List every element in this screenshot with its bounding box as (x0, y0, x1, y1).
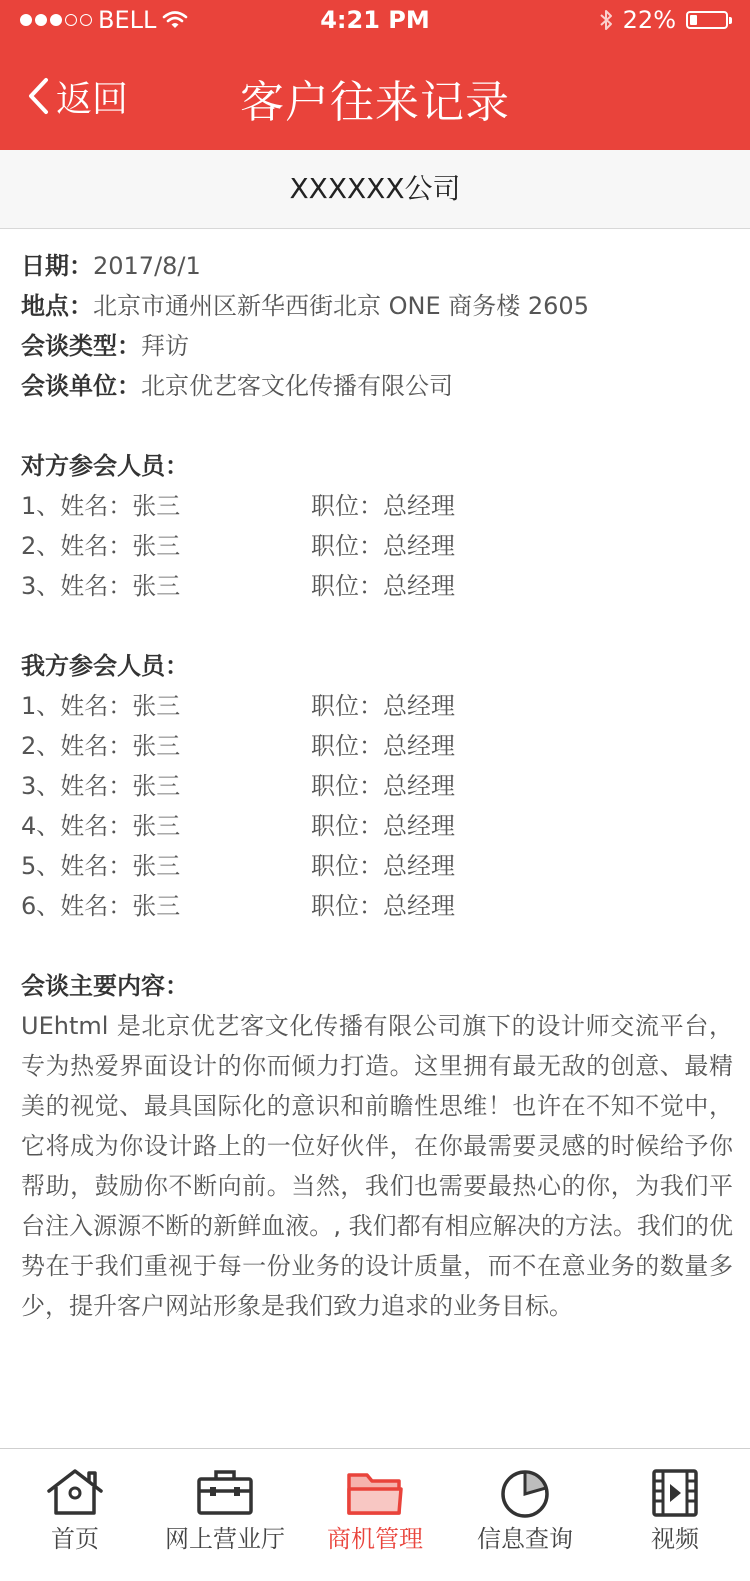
summary-text: UEhtml 是北京优艺客文化传播有限公司旗下的设计师交流平台，专为热爱界面设计的你而倾力打造。这里拥有最无敌的创意、最精美的视觉、最具国际化的意识和前瞻性思维！也许在不知不觉中，它将成为你设计路上的一位好伙伴，在你最需要灵感的时候给予你帮助，鼓励你不断向前。当然，我们也需要最热心的你，为我们平台注入源源不断的新鲜血液。, 我们都有相应解决的方法。我们的优势在于我们重视于每一份业务的设计质量，而不在意业务的数量多少，提升客户网站形象是我们致力追求的业务目标。 (21, 1012, 733, 1320)
status-right (599, 6, 728, 34)
record-content (21, 246, 733, 1326)
meeting-unit-value: 北京优艺客文化传播有限公司 (141, 372, 453, 400)
back-label: 返回 (56, 78, 129, 120)
tab-label: 网上营业厅 (165, 1525, 285, 1553)
location-row (21, 286, 733, 326)
date-row (21, 246, 733, 286)
location-label: 地点： (21, 292, 93, 320)
attendee-name: 2、姓名：张三 (21, 732, 181, 760)
attendee-name: 2、姓名：张三 (21, 532, 181, 560)
battery-icon (686, 11, 728, 29)
tab-opportunity-management[interactable] (300, 1449, 450, 1581)
date-value: 2017/8/1 (93, 252, 201, 280)
their-attendees-title: 对方参会人员： (21, 452, 189, 480)
attendee-position: 职位：总经理 (311, 892, 455, 920)
film-icon (645, 1467, 705, 1519)
attendee-row (21, 566, 733, 606)
spacer (21, 606, 733, 646)
attendee-name: 5、姓名：张三 (21, 852, 181, 880)
attendee-row (21, 686, 733, 726)
attendee-position: 职位：总经理 (311, 852, 455, 880)
attendee-position: 职位：总经理 (311, 812, 455, 840)
date-label: 日期： (21, 252, 93, 280)
status-bar (0, 0, 750, 42)
spacer (21, 406, 733, 446)
tab-label: 首页 (51, 1525, 99, 1553)
tab-home[interactable] (0, 1449, 150, 1581)
page-title: 客户往来记录 (240, 77, 510, 128)
meeting-unit-label: 会谈单位： (21, 372, 141, 400)
attendee-row (21, 886, 733, 926)
attendee-row (21, 766, 733, 806)
attendee-name: 3、姓名：张三 (21, 572, 181, 600)
company-name: XXXXXX公司 (0, 150, 750, 229)
battery-level (690, 15, 697, 25)
battery-percent: 22% (622, 6, 676, 34)
tab-label: 商机管理 (327, 1525, 423, 1553)
folder-icon (345, 1467, 405, 1519)
attendee-name: 6、姓名：张三 (21, 892, 181, 920)
meeting-type-row (21, 326, 733, 366)
status-time: 4:21 PM (320, 6, 430, 34)
meeting-unit-row (21, 366, 733, 406)
briefcase-icon (195, 1467, 255, 1519)
attendee-position: 职位：总经理 (311, 532, 455, 560)
tab-label: 视频 (651, 1525, 699, 1553)
bottom-tab-bar (0, 1448, 750, 1581)
attendee-position: 职位：总经理 (311, 732, 455, 760)
attendee-row (21, 526, 733, 566)
bluetooth-icon (599, 8, 613, 32)
attendee-position: 职位：总经理 (311, 572, 455, 600)
attendee-row (21, 726, 733, 766)
attendee-name: 1、姓名：张三 (21, 492, 181, 520)
location-value: 北京市通州区新华西街北京 ONE 商务楼 2605 (93, 292, 589, 320)
our-attendees-title: 我方参会人员： (21, 652, 189, 680)
app-header (0, 0, 750, 150)
attendee-name: 1、姓名：张三 (21, 692, 181, 720)
attendee-name: 4、姓名：张三 (21, 812, 181, 840)
summary-title: 会谈主要内容： (21, 972, 189, 1000)
meeting-type-value: 拜访 (141, 332, 189, 360)
attendee-row (21, 846, 733, 886)
attendee-name: 3、姓名：张三 (21, 772, 181, 800)
attendee-position: 职位：总经理 (311, 692, 455, 720)
spacer (21, 926, 733, 966)
home-icon (45, 1467, 105, 1519)
pie-chart-icon (495, 1467, 555, 1519)
attendee-position: 职位：总经理 (311, 492, 455, 520)
carrier-label: BELL (98, 6, 157, 34)
attendee-row (21, 806, 733, 846)
tab-info-query[interactable] (450, 1449, 600, 1581)
tab-label: 信息查询 (477, 1525, 573, 1553)
meeting-type-label: 会谈类型： (21, 332, 141, 360)
tab-online-hall[interactable] (150, 1449, 300, 1581)
attendee-row (21, 486, 733, 526)
tab-video[interactable] (600, 1449, 750, 1581)
attendee-position: 职位：总经理 (311, 772, 455, 800)
